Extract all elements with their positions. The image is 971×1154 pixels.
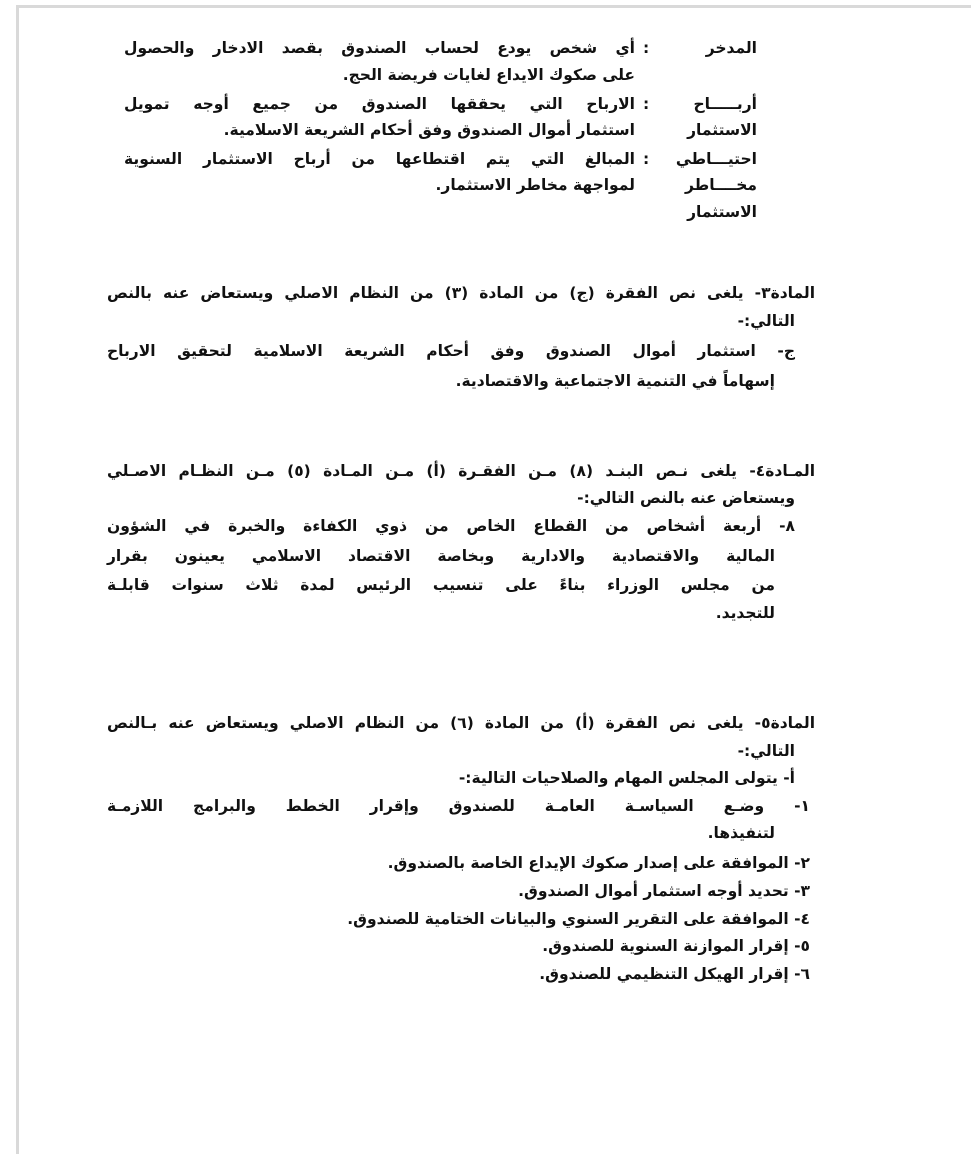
article-text: المادة٥- يلغى نص الفقرة (أ) من المادة (٦) من النظام الاصلي ويستعاض عنه بـالنص	[107, 714, 816, 732]
definition-colon: :	[643, 39, 650, 57]
article-text: ويستعاض عنه بالنص التالي:-	[577, 489, 795, 507]
article-text: المـادة٤- يلغى نـص البنـد (٨) مـن الفقـرة (أ) مـن المـادة (٥) مـن النظـام الاصـلي	[107, 462, 816, 480]
article-item-text: ٨- أربعة أشخاص من القطاع الخاص من ذوي الكفاءة والخبرة في الشؤون	[107, 517, 795, 535]
article-item-text: إسهاماً في التنمية الاجتماعية والاقتصادية.	[455, 372, 775, 390]
article-list-item: ٥- إقرار الموازنة السنوية للصندوق.	[542, 937, 810, 955]
definition-text: لمواجهة مخاطر الاستثمار.	[435, 176, 635, 194]
article-text: المادة٣- يلغى نص الفقرة (ج) من المادة (٣) من النظام الاصلي ويستعاض عنه بالنص	[107, 284, 816, 302]
article-intro: أ- يتولى المجلس المهام والصلاحيات التالية:-	[458, 769, 795, 787]
article-list-item: ٣- تحديد أوجه استثمار أموال الصندوق.	[518, 882, 810, 900]
page-border-left	[16, 5, 19, 1154]
definition-text: المبالغ التي يتم اقتطاعها من أرباح الاستثمار السنوية	[124, 150, 635, 168]
definition-text: الارباح التي يحققها الصندوق من جميع أوجه تمويل	[124, 95, 635, 113]
article-item-text: ج- استثمار أموال الصندوق وفق أحكام الشريعة الاسلامية لتحقيق الارباح	[107, 342, 795, 360]
article-list-item: لتنفيذها.	[707, 824, 775, 842]
article-text: التالي:-	[737, 312, 795, 330]
article-item-text: من مجلس الوزراء بناءً على تنسيب الرئيس لمدة ثلاث سنوات قابلـة	[107, 576, 775, 594]
page-border-top	[16, 5, 971, 8]
article-list-item: ٢- الموافقة على إصدار صكوك الإيداع الخاصة بالصندوق.	[387, 854, 810, 872]
definition-text: استثمار أموال الصندوق وفق أحكام الشريعة الاسلامية.	[223, 121, 635, 139]
definition-colon: :	[643, 95, 650, 113]
definition-term: مخــــاطر	[684, 176, 757, 194]
article-list-item: ١- وضـع السياسـة العامـة للصندوق وإقرار الخطط والبرامج اللازمـة	[107, 797, 810, 815]
article-item-text: للتجديد.	[715, 604, 775, 622]
definition-term: احتيـــاطي	[675, 150, 757, 168]
definition-term: الاستثمار	[687, 121, 757, 139]
article-list-item: ٤- الموافقة على التقرير السنوي والبيانات الختامية للصندوق.	[347, 910, 810, 928]
article-item-text: المالية والاقتصادية والادارية وبخاصة الاقتصاد الاسلامي يعينون بقرار	[107, 547, 775, 565]
definition-term: أربـــــاح	[693, 95, 757, 113]
definition-text: أي شخص يودع لحساب الصندوق بقصد الادخار والحصول	[124, 39, 635, 57]
article-list-item: ٦- إقرار الهيكل التنظيمي للصندوق.	[539, 965, 810, 983]
definition-colon: :	[643, 150, 650, 168]
definition-term: الاستثمار	[687, 203, 757, 221]
definition-term: المدخر	[705, 39, 757, 57]
article-text: التالي:-	[737, 742, 795, 760]
definition-text: على صكوك الايداع لغايات فريضة الحج.	[342, 66, 635, 84]
